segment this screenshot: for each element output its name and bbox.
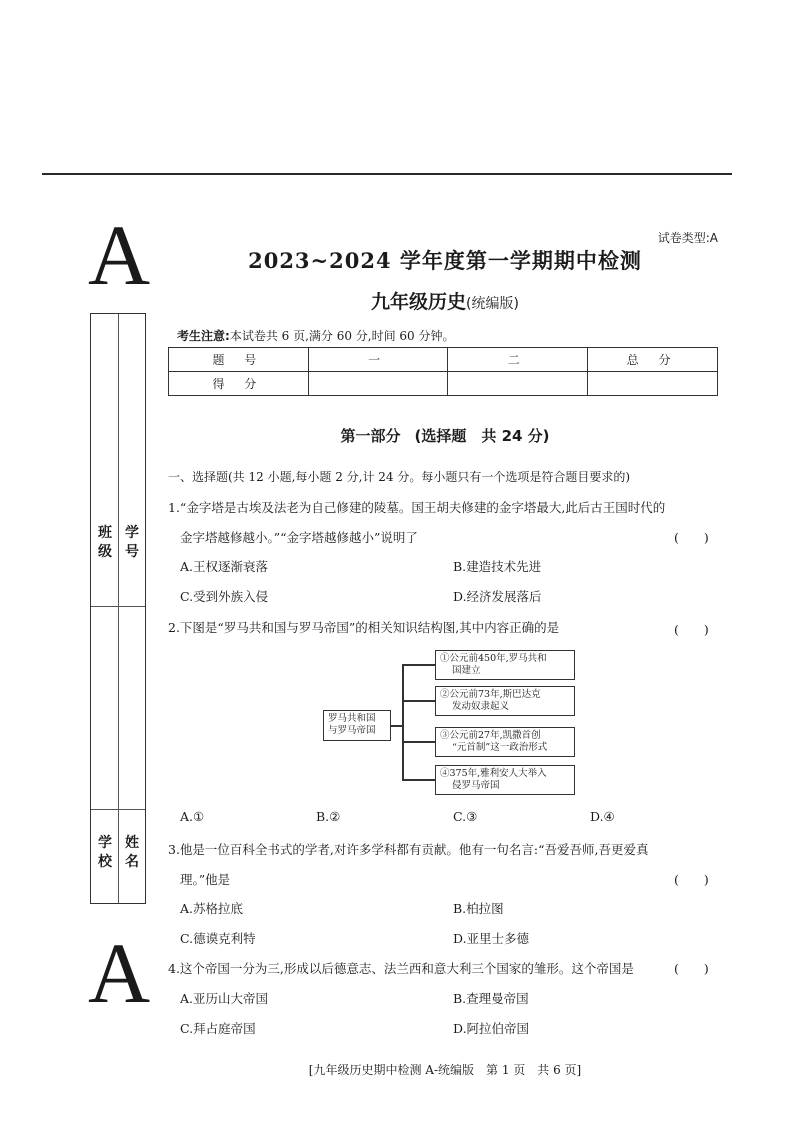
diagram-branch-4 — [435, 765, 575, 795]
q2-option-a: A.① — [180, 809, 205, 824]
paper-letter-top: A — [88, 207, 151, 303]
diagram-connector — [402, 664, 404, 780]
student-info-box — [90, 313, 146, 904]
diagram-branch-1 — [435, 650, 575, 680]
q2-option-c: C.③ — [453, 809, 478, 824]
notice-label: 考生注意: — [177, 329, 230, 343]
exam-notice — [177, 327, 455, 344]
page-footer: [九年级历史期中检测 A-统编版 第 1 页 共 6 页] — [308, 1063, 582, 1077]
diagram-branch-line: 国建立 — [452, 664, 481, 676]
diagram-branch-line: ①公元前450年,罗马共和 — [440, 653, 547, 664]
diagram-branch-line: 侵罗马帝国 — [452, 779, 500, 791]
section-title — [0, 425, 794, 446]
q3-option-a: A.苏格拉底 — [180, 901, 244, 916]
question-2-text: 2.下图是“罗马共和国与罗马帝国”的相关知识结构图,其中内容正确的是 — [168, 620, 560, 635]
score-cell: 得 分 — [169, 372, 309, 396]
q3-option-c: C.德谟克利特 — [180, 931, 256, 946]
diagram-branch-line: 发动奴隶起义 — [452, 700, 510, 712]
paper-type: 试卷类型:A — [657, 231, 718, 245]
diagram-branch-line: ②公元前73年,斯巴达克 — [440, 689, 541, 700]
subject-name: 九年级历史 — [371, 291, 467, 313]
q1-option-c: C.受到外族入侵 — [180, 589, 269, 604]
section-subtitle: (选择题 共 24 分) — [414, 427, 550, 445]
answer-paren: ( ) — [674, 872, 709, 887]
score-cell: 题 号 — [169, 348, 309, 372]
diagram-branch-line: ④375年,雅利安人大举入 — [440, 768, 547, 779]
q4-option-b: B.查理曼帝国 — [453, 991, 529, 1006]
answer-paren: ( ) — [674, 961, 709, 976]
diagram-branch-3 — [435, 727, 575, 757]
score-cell — [588, 372, 718, 396]
diagram-root-line: 与罗马帝国 — [328, 724, 376, 736]
subject-edition: (统编版) — [466, 296, 519, 312]
score-cell — [448, 372, 588, 396]
q4-option-c: C.拜占庭帝国 — [180, 1021, 256, 1036]
diagram-connector — [402, 664, 435, 666]
q2-option-b: B.② — [316, 809, 341, 824]
number-label: 学 号 — [125, 525, 139, 560]
question-1-text-cont: 金字塔越修越小。”“金字塔越修越小”说明了 — [180, 530, 418, 545]
q3-option-d: D.亚里士多德 — [453, 931, 530, 946]
diagram-root-box — [323, 710, 391, 741]
diagram-connector — [402, 700, 435, 702]
name-label: 姓 名 — [125, 835, 139, 870]
score-cell: 总 分 — [588, 348, 718, 372]
answer-paren: ( ) — [674, 622, 709, 637]
notice-text: 本试卷共 6 页,满分 60 分,时间 60 分钟。 — [229, 329, 455, 343]
side-col-divider — [118, 314, 119, 903]
score-table-score-row — [169, 372, 718, 396]
diagram-connector — [402, 741, 435, 743]
school-label: 学 校 — [98, 835, 112, 870]
exam-title: 2023~2024 学年度第一学期期中检测 — [248, 248, 642, 273]
top-rule — [42, 173, 732, 175]
q2-option-d: D.④ — [590, 809, 615, 824]
question-1-text: 1.“金字塔是古埃及法老为自己修建的陵墓。国王胡夫修建的金字塔最大,此后古王国时代的 — [168, 500, 666, 515]
question-3-text: 3.他是一位百科全书式的学者,对许多学科都有贡献。他有一句名言:“吾爱吾师,吾更爱真 — [168, 842, 649, 857]
question-4-text: 4.这个帝国一分为三,形成以后德意志、法兰西和意大利三个国家的雏形。这个帝国是 — [168, 961, 634, 976]
score-cell — [308, 372, 448, 396]
q3-option-b: B.柏拉图 — [453, 901, 504, 916]
diagram-root-line: 罗马共和国 — [328, 713, 376, 724]
section-instruction: 一、选择题(共 12 小题,每小题 2 分,计 24 分。每小题只有一个选项是符合题目要求的) — [168, 470, 631, 484]
side-row-divider — [91, 606, 145, 607]
question-3-text-cont: 理。”他是 — [180, 872, 231, 887]
score-table — [168, 347, 718, 396]
class-label: 班 级 — [98, 525, 112, 560]
q1-option-a: A.王权逐渐衰落 — [180, 559, 269, 574]
q1-option-b: B.建造技术先进 — [453, 559, 542, 574]
diagram-connector — [402, 779, 435, 781]
q1-option-d: D.经济发展落后 — [453, 589, 542, 604]
section-name: 第一部分 — [340, 427, 401, 445]
score-table-header-row — [169, 348, 718, 372]
answer-paren: ( ) — [674, 530, 709, 545]
score-cell: 一 — [308, 348, 448, 372]
q4-option-a: A.亚历山大帝国 — [180, 991, 269, 1006]
diagram-branch-line: “元首制”这一政治形式 — [452, 741, 548, 753]
diagram-branch-2 — [435, 686, 575, 716]
exam-subject — [0, 287, 794, 314]
q4-option-d: D.阿拉伯帝国 — [453, 1021, 530, 1036]
paper-letter-bottom: A — [88, 925, 151, 1021]
diagram-branch-line: ③公元前27年,凯撒首创 — [440, 730, 541, 741]
side-row-divider — [91, 809, 145, 810]
score-cell: 二 — [448, 348, 588, 372]
